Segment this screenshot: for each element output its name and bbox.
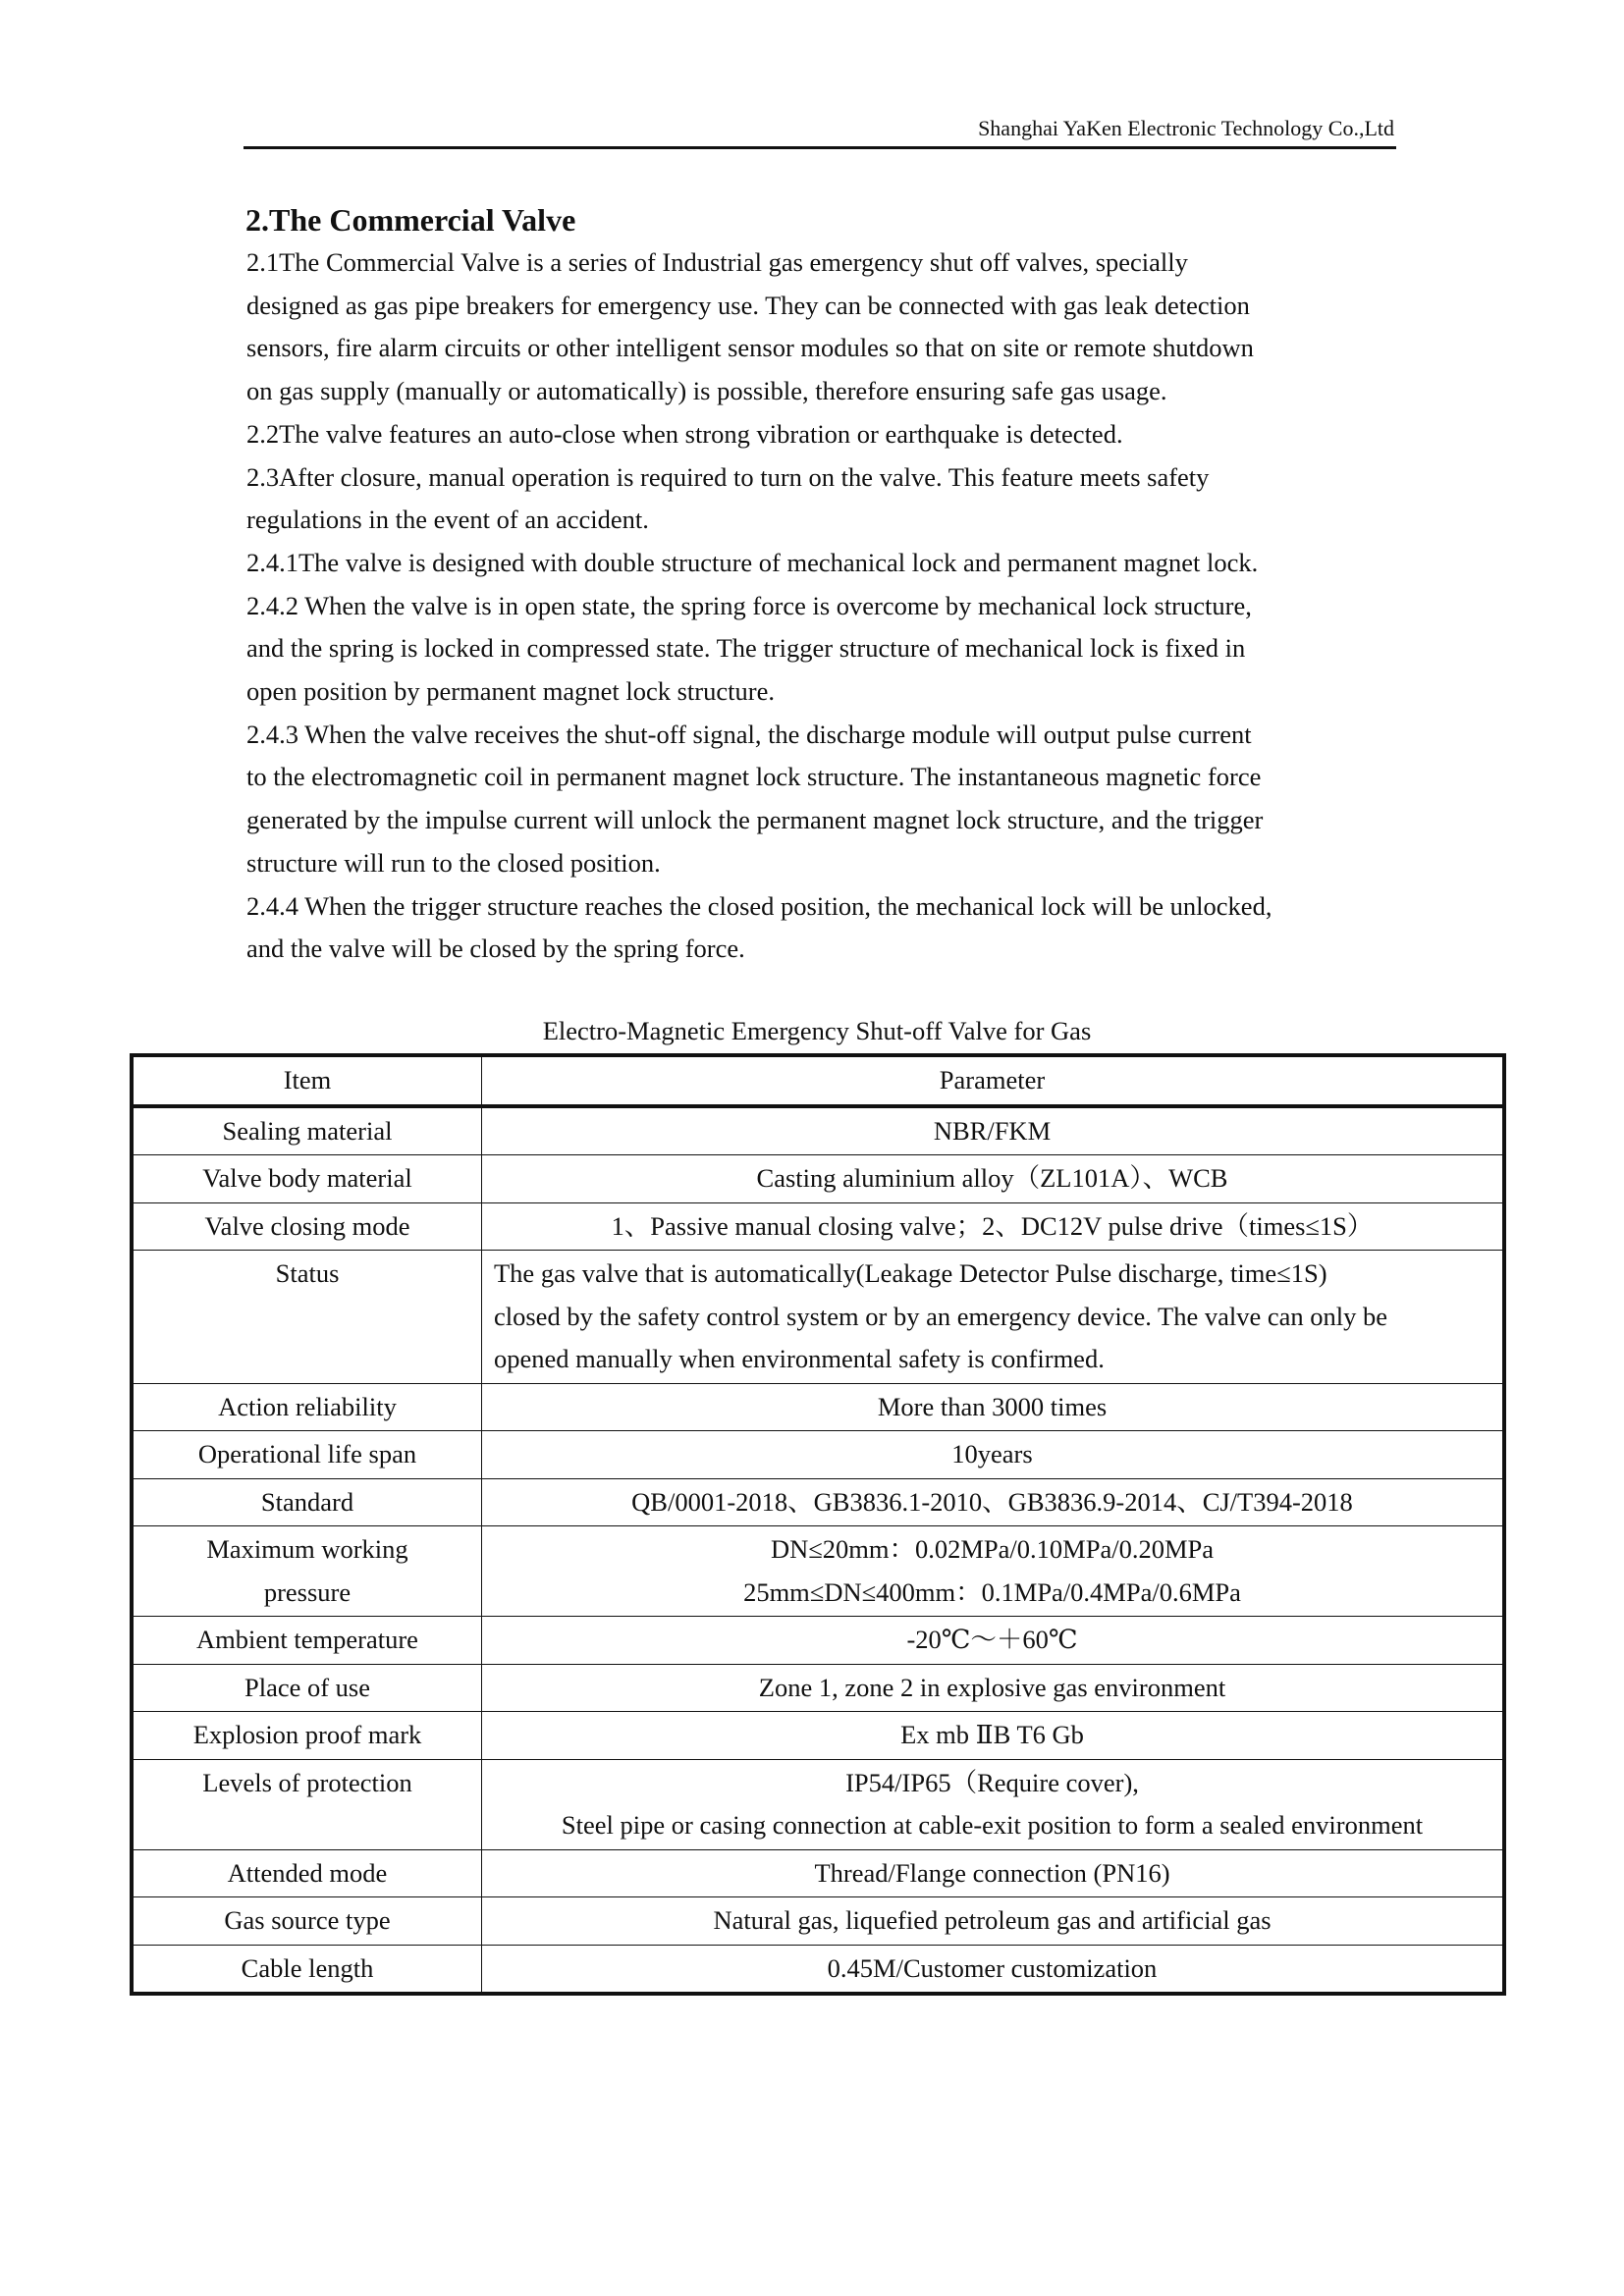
paragraph-2-4-2: 2.4.2 When the valve is in open state, the spring force is overcome by mechanical lock structure, and the spring is locked in compressed state. The trigger structure of mechanical lock is fixed in open position by permanent magnet lock structure. (246, 590, 1252, 707)
item-cell: Sealing material (132, 1106, 482, 1155)
item-cell: Cable length (132, 1945, 482, 1994)
header-divider (244, 146, 1396, 149)
item-cell: Maximum working pressure (132, 1526, 482, 1617)
parameter-cell: Thread/Flange connection (PN16) (482, 1849, 1505, 1897)
parameter-cell: Zone 1, zone 2 in explosive gas environment (482, 1664, 1505, 1712)
parameter-cell: Natural gas, liquefied petroleum gas and artificial gas (482, 1897, 1505, 1946)
table-row (132, 1617, 1504, 1665)
table-row (132, 1251, 1504, 1384)
parameter-cell: More than 3000 times (482, 1383, 1505, 1431)
table-row (132, 1664, 1504, 1712)
parameter-cell: NBR/FKM (482, 1106, 1505, 1155)
item-cell: Attended mode (132, 1849, 482, 1897)
header-item: Item (132, 1055, 482, 1106)
parameter-cell: QB/0001-2018、GB3836.1-2010、GB3836.9-2014、CJ/T394-2018 (482, 1478, 1505, 1526)
table-row (132, 1202, 1504, 1251)
paragraph-2-2: 2.2The valve features an auto-close when strong vibration or earthquake is detected. (246, 418, 1123, 449)
table-row (132, 1106, 1504, 1155)
table-row (132, 1897, 1504, 1946)
parameter-cell: DN≤20mm：0.02MPa/0.10MPa/0.20MPa 25mm≤DN≤400mm：0.1MPa/0.4MPa/0.6MPa (482, 1526, 1505, 1617)
item-cell: Operational life span (132, 1431, 482, 1479)
header-company-name: Shanghai YaKen Electronic Technology Co.,Ltd (978, 116, 1394, 140)
paragraph-2-4-4: 2.4.4 When the trigger structure reaches the closed position, the mechanical lock will be unlocked, and the valve will be closed by the spring force. (246, 890, 1272, 964)
item-cell: Explosion proof mark (132, 1712, 482, 1760)
table-header-row (132, 1055, 1504, 1106)
paragraph-2-4-3: 2.4.3 When the valve receives the shut-off signal, the discharge module will output pulse current to the electromagnetic coil in permanent magnet lock structure. The instantaneous magnetic force generated by the impulse current will unlock the permanent magnet lock structure, and the trigger structure will run to the closed position. (246, 719, 1264, 878)
table-row (132, 1478, 1504, 1526)
table-row (132, 1759, 1504, 1849)
section-body (246, 241, 1405, 971)
parameter-cell: Casting aluminium alloy（ZL101A）、WCB (482, 1155, 1505, 1203)
table-row (132, 1526, 1504, 1617)
table-row (132, 1383, 1504, 1431)
paragraph-2-4-1: 2.4.1The valve is designed with double structure of mechanical lock and permanent magnet lock. (246, 547, 1259, 577)
item-cell: Valve closing mode (132, 1202, 482, 1251)
table-caption: Electro-Magnetic Emergency Shut-off Valve for Gas (542, 1016, 1092, 1045)
parameter-cell: The gas valve that is automatically(Leakage Detector Pulse discharge, time≤1S) closed by the safety control system or by an emergency device. The valve can only be opened manually when environmental safety is confirmed. (482, 1251, 1505, 1384)
parameter-cell: IP54/IP65（Require cover), Steel pipe or casing connection at cable-exit position to form a sealed environment (482, 1759, 1505, 1849)
header-parameter: Parameter (482, 1055, 1505, 1106)
paragraph-2-3: 2.3After closure, manual operation is required to turn on the valve. This feature meets safety regulations in the event of an accident. (246, 461, 1210, 535)
item-cell: Levels of protection (132, 1759, 482, 1849)
item-cell: Status (132, 1251, 482, 1384)
table-row (132, 1849, 1504, 1897)
item-cell: Place of use (132, 1664, 482, 1712)
section-title: 2.The Commercial Valve (245, 202, 576, 238)
parameter-cell: -20℃～＋60℃ (482, 1617, 1505, 1665)
item-cell: Action reliability (132, 1383, 482, 1431)
parameter-cell: Ex mb ⅡB T6 Gb (482, 1712, 1505, 1760)
item-cell: Gas source type (132, 1897, 482, 1946)
paragraph-2-1: 2.1The Commercial Valve is a series of Industrial gas emergency shut off valves, specially designed as gas pipe breakers for emergency use. They can be connected with gas leak detection sensors, fire alarm circuits or other intelligent sensor modules so that on site or remote shutdown on gas supply (manually or automatically) is possible, therefore ensuring safe gas usage. (246, 247, 1254, 406)
spec-table (130, 1053, 1506, 1996)
item-cell: Valve body material (132, 1155, 482, 1203)
table-row (132, 1945, 1504, 1994)
parameter-cell: 1、Passive manual closing valve；2、DC12V pulse drive（times≤1S） (482, 1202, 1505, 1251)
table-row (132, 1155, 1504, 1203)
item-cell: Ambient temperature (132, 1617, 482, 1665)
table-row (132, 1431, 1504, 1479)
table-row (132, 1712, 1504, 1760)
item-cell: Standard (132, 1478, 482, 1526)
parameter-cell: 0.45M/Customer customization (482, 1945, 1505, 1994)
parameter-cell: 10years (482, 1431, 1505, 1479)
